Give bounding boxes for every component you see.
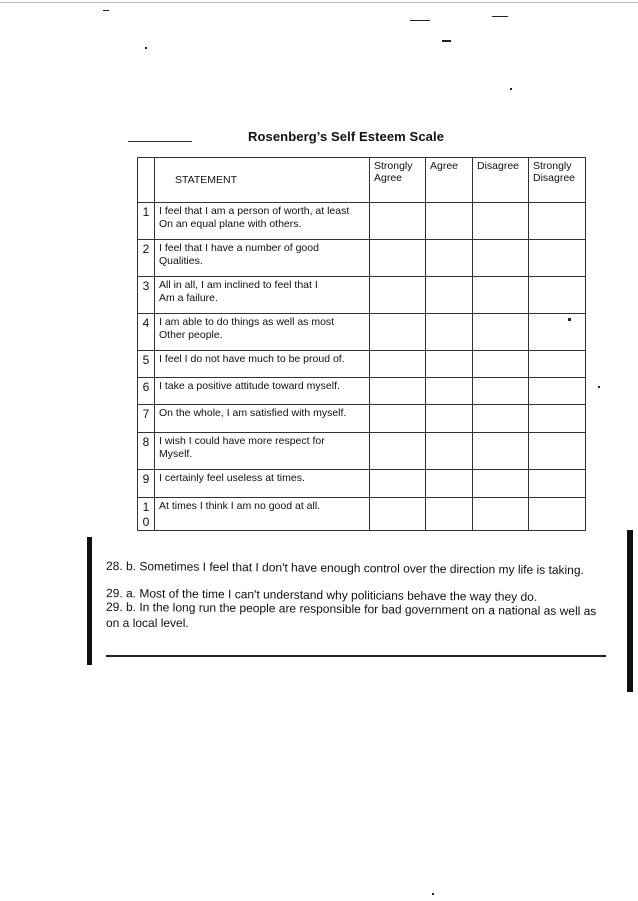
title-dash [128,141,192,142]
item-statement [155,314,370,351]
item-number: 5 [138,351,155,378]
response-cell-strongly-agree[interactable] [370,433,426,470]
response-cell-disagree[interactable] [473,470,529,498]
response-cell-disagree[interactable] [473,498,529,531]
item-statement [155,203,370,240]
response-cell-strongly-disagree[interactable] [529,498,586,531]
response-cell-agree[interactable] [426,351,473,378]
table-row [138,203,586,240]
item-statement [155,277,370,314]
statement-line-2: Qualities. [159,255,203,267]
note-29a: 29. a. Most of the time I can't understand why politicians behave the way they do. [105,586,538,604]
response-cell-agree[interactable] [426,470,473,498]
header-strongly-disagree: Strongly Disagree [529,158,586,203]
response-cell-disagree[interactable] [473,405,529,433]
statement-line-1: At times I think I am no good at all. [159,500,321,512]
statement-line-2: Myself. [159,448,193,460]
response-cell-strongly-agree[interactable] [370,351,426,378]
response-cell-strongly-agree[interactable] [370,405,426,433]
item-number: 2 [138,240,155,277]
statement-line-1: I certainly feel useless at times. [159,472,305,484]
table-row [138,405,586,433]
item-statement [155,240,370,277]
table-row [138,470,586,498]
scan-speck [510,88,512,90]
table-row [138,351,586,378]
statement-line-1: I wish I could have more respect for [159,435,325,447]
statement-line-2: Other people. [159,329,223,341]
header-strongly-agree: Strongly Agree [370,158,426,203]
response-cell-strongly-disagree[interactable] [529,433,586,470]
response-cell-strongly-disagree[interactable] [529,351,586,378]
bottom-rule [106,655,606,657]
table-header-row [138,158,586,203]
item-statement [155,405,370,433]
response-cell-agree[interactable] [426,433,473,470]
item-statement [155,433,370,470]
response-cell-strongly-agree[interactable] [370,277,426,314]
response-cell-agree[interactable] [426,277,473,314]
table-body [138,203,586,531]
item-statement [155,351,370,378]
table-row [138,240,586,277]
response-cell-strongly-agree[interactable] [370,240,426,277]
scan-speck [492,16,508,17]
item-number: 9 [138,470,155,498]
header-number-cell [138,158,155,203]
response-cell-strongly-agree[interactable] [370,498,426,531]
note-28b: 28. b. Sometimes I feel that I don't have enough control over the direction my life is taking. [105,558,584,578]
table-row [138,378,586,405]
response-cell-agree[interactable] [426,498,473,531]
scan-edge-bar-left [87,537,92,665]
response-cell-disagree[interactable] [473,351,529,378]
table-row [138,277,586,314]
response-cell-strongly-disagree[interactable] [529,378,586,405]
response-cell-agree[interactable] [426,203,473,240]
esteem-scale-table [137,157,586,531]
response-cell-strongly-agree[interactable] [370,203,426,240]
response-cell-disagree[interactable] [473,314,529,351]
statement-line-1: I take a positive attitude toward myself. [159,380,340,392]
response-cell-strongly-agree[interactable] [370,470,426,498]
statement-line-1: All in all, I am inclined to feel that I [159,279,318,291]
scan-speck [145,47,147,49]
response-cell-agree[interactable] [426,378,473,405]
statement-line-1: I feel that I have a number of good [159,242,319,254]
scan-speck [410,20,430,21]
item-statement [155,498,370,531]
item-statement [155,378,370,405]
response-cell-strongly-disagree[interactable] [529,240,586,277]
header-disagree: Disagree [473,158,529,203]
item-number: 3 [138,277,155,314]
scan-speck [442,40,451,42]
scan-speck [103,10,109,11]
statement-line-1: On the whole, I am satisfied with myself. [159,407,347,419]
response-cell-disagree[interactable] [473,433,529,470]
scan-speck [432,893,434,895]
table-row [138,314,586,351]
response-cell-disagree[interactable] [473,277,529,314]
response-cell-strongly-disagree[interactable] [529,470,586,498]
scan-top-edge [0,2,638,3]
item-number: 7 [138,405,155,433]
statement-line-1: I feel that I am a person of worth, at least [159,205,350,217]
note-29b-line2: on a local level. [106,616,189,630]
response-cell-agree[interactable] [426,405,473,433]
scan-edge-bar-right [627,530,633,692]
table-row [138,433,586,470]
response-cell-disagree[interactable] [473,203,529,240]
item-number: 1 0 [138,498,155,531]
item-statement [155,470,370,498]
response-cell-strongly-disagree[interactable] [529,405,586,433]
statement-line-1: I feel I do not have much to be proud of. [159,353,345,365]
item-number: 8 [138,433,155,470]
item-number: 6 [138,378,155,405]
response-cell-strongly-disagree[interactable] [529,277,586,314]
statement-line-2: On an equal plane with others. [159,218,302,230]
note-29b-line1: 29. b. In the long run the people are responsible for bad government on a national as well as [105,599,597,619]
response-cell-agree[interactable] [426,314,473,351]
response-cell-strongly-agree[interactable] [370,378,426,405]
response-cell-disagree[interactable] [473,240,529,277]
response-cell-strongly-disagree[interactable] [529,203,586,240]
table-row [138,498,586,531]
scan-speck [598,386,600,388]
response-cell-strongly-agree[interactable] [370,314,426,351]
document-title: Rosenberg’s Self Esteem Scale [247,129,445,144]
item-number: 4 [138,314,155,351]
item-number: 1 [138,203,155,240]
statement-line-1: I am able to do things as well as most [159,316,335,328]
response-cell-strongly-disagree[interactable] [529,314,586,351]
response-cell-agree[interactable] [426,240,473,277]
header-agree: Agree [426,158,473,203]
header-statement: STATEMENT [155,158,370,203]
statement-line-2: Am a failure. [159,292,218,304]
response-cell-disagree[interactable] [473,378,529,405]
